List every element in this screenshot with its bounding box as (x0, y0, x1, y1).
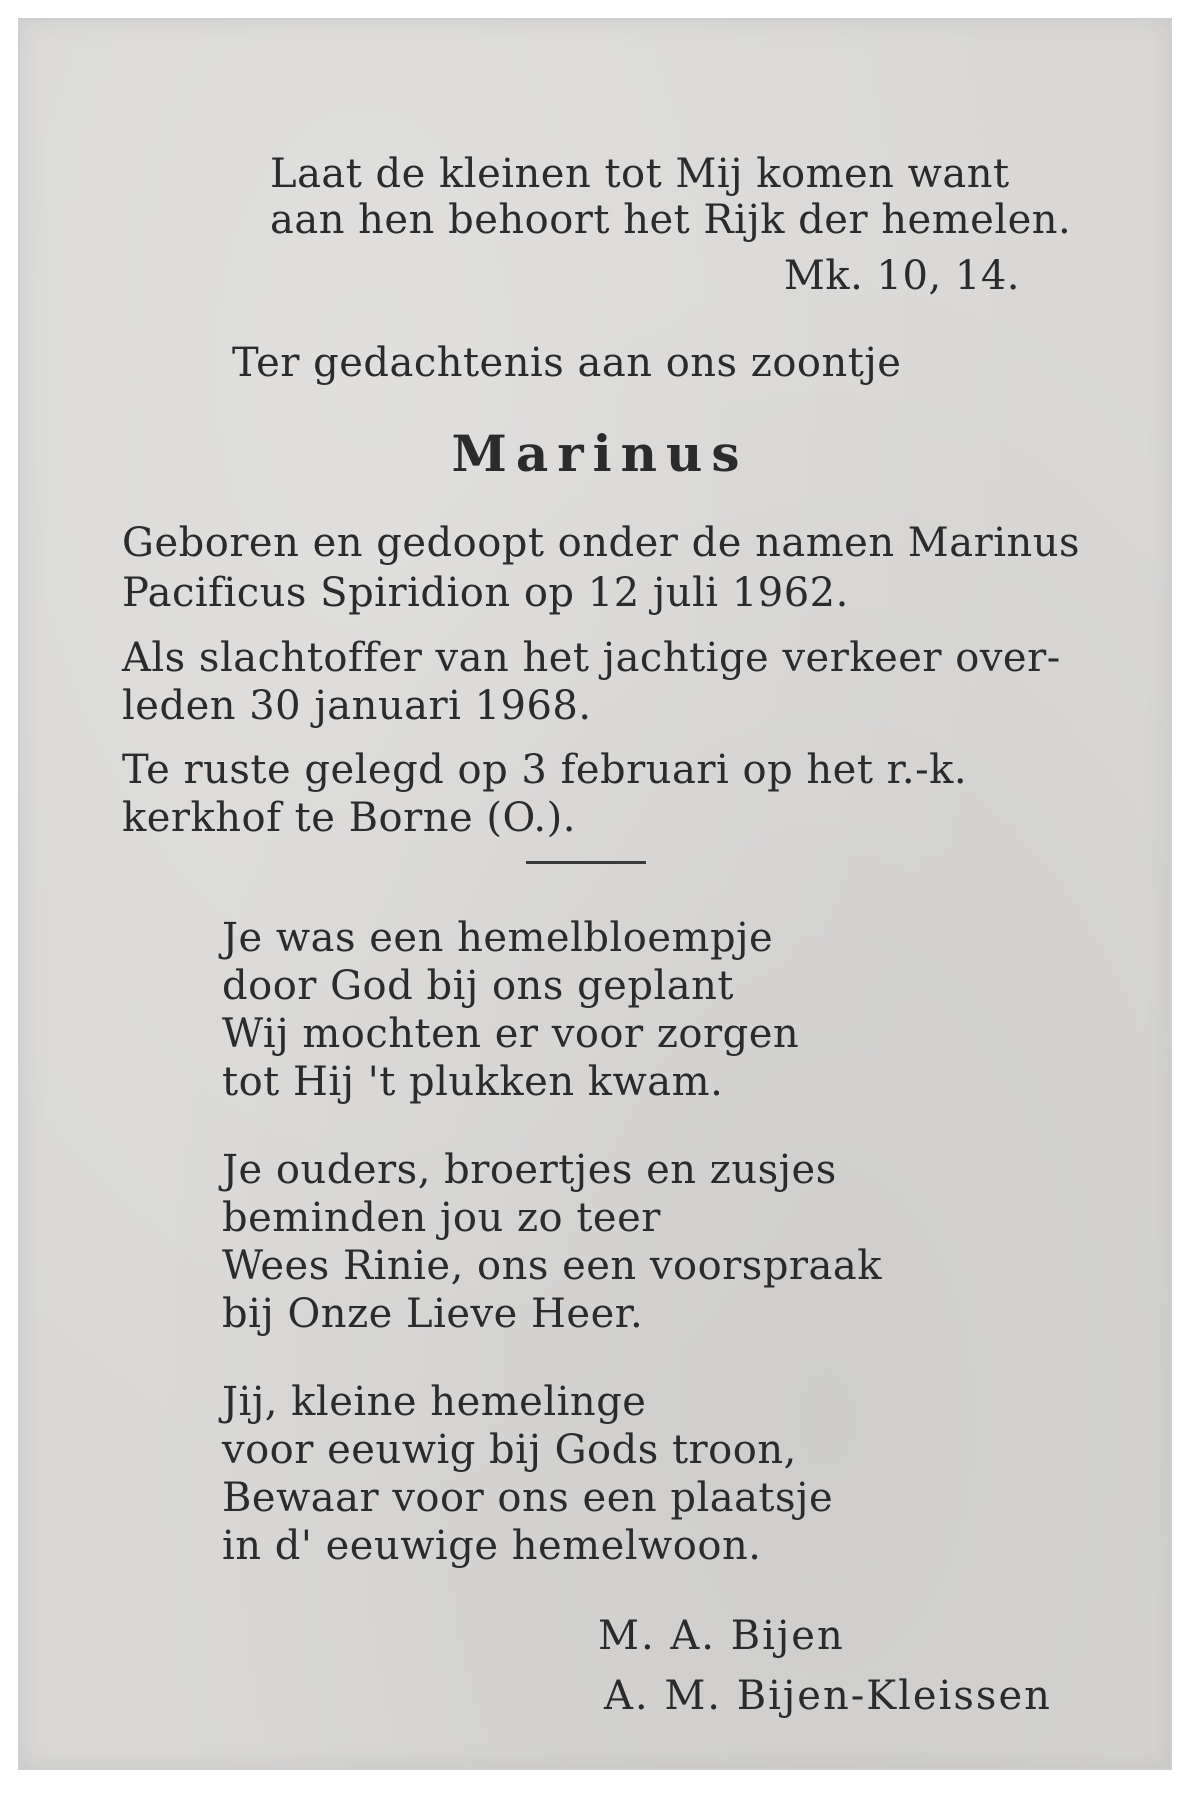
poem-stanza-3-line-2: voor eeuwig bij Gods troon, (222, 1427, 797, 1473)
poem-stanza-3-line-4: in d' eeuwige hemelwoon. (222, 1523, 762, 1569)
poem-stanza-3-line-1: Jij, kleine hemelinge (222, 1379, 647, 1425)
signature-mother: A. M. Bijen-Kleissen (604, 1673, 1052, 1719)
poem-stanza-1-line-3: Wij mochten er voor zorgen (222, 1011, 800, 1057)
poem-stanza-2-line-1: Je ouders, broertjes en zusjes (222, 1147, 837, 1193)
verse-reference: Mk. 10, 14. (783, 253, 1020, 299)
poem-stanza-2-line-2: beminden jou zo teer (222, 1195, 661, 1241)
poem-stanza-1-line-2: door God bij ons geplant (222, 963, 734, 1009)
bio-died-line-1: Als slachtoffer van het jachtige verkeer over- (122, 635, 1061, 681)
poem-stanza-3-line-3: Bewaar voor ons een plaatsje (222, 1475, 834, 1521)
poem-stanza-2-line-3: Wees Rinie, ons een voorspraak (222, 1243, 882, 1289)
bio-born-line-1: Geboren en gedoopt onder de namen Marinus (122, 520, 1081, 566)
verse-line-2: aan hen behoort het Rijk der hemelen. (270, 197, 1072, 243)
bio-born-line-2: Pacificus Spiridion op 12 juli 1962. (122, 570, 849, 616)
bio-died-line-2: leden 30 januari 1968. (122, 683, 592, 729)
poem-stanza-1-line-1: Je was een hemelbloempje (222, 915, 774, 961)
divider-rule (526, 861, 646, 864)
deceased-name: Marinus (451, 424, 749, 483)
poem-stanza-2-line-4: bij Onze Lieve Heer. (222, 1291, 644, 1337)
memorial-intro: Ter gedachtenis aan ons zoontje (232, 340, 902, 386)
bio-buried-line-2: kerkhof te Borne (O.). (122, 795, 576, 841)
signature-father: M. A. Bijen (598, 1613, 845, 1659)
verse-line-1: Laat de kleinen tot Mij komen want (270, 151, 1010, 197)
bio-buried-line-1: Te ruste gelegd op 3 februari op het r.-k. (122, 747, 968, 793)
poem-stanza-1-line-4: tot Hij 't plukken kwam. (222, 1059, 724, 1105)
